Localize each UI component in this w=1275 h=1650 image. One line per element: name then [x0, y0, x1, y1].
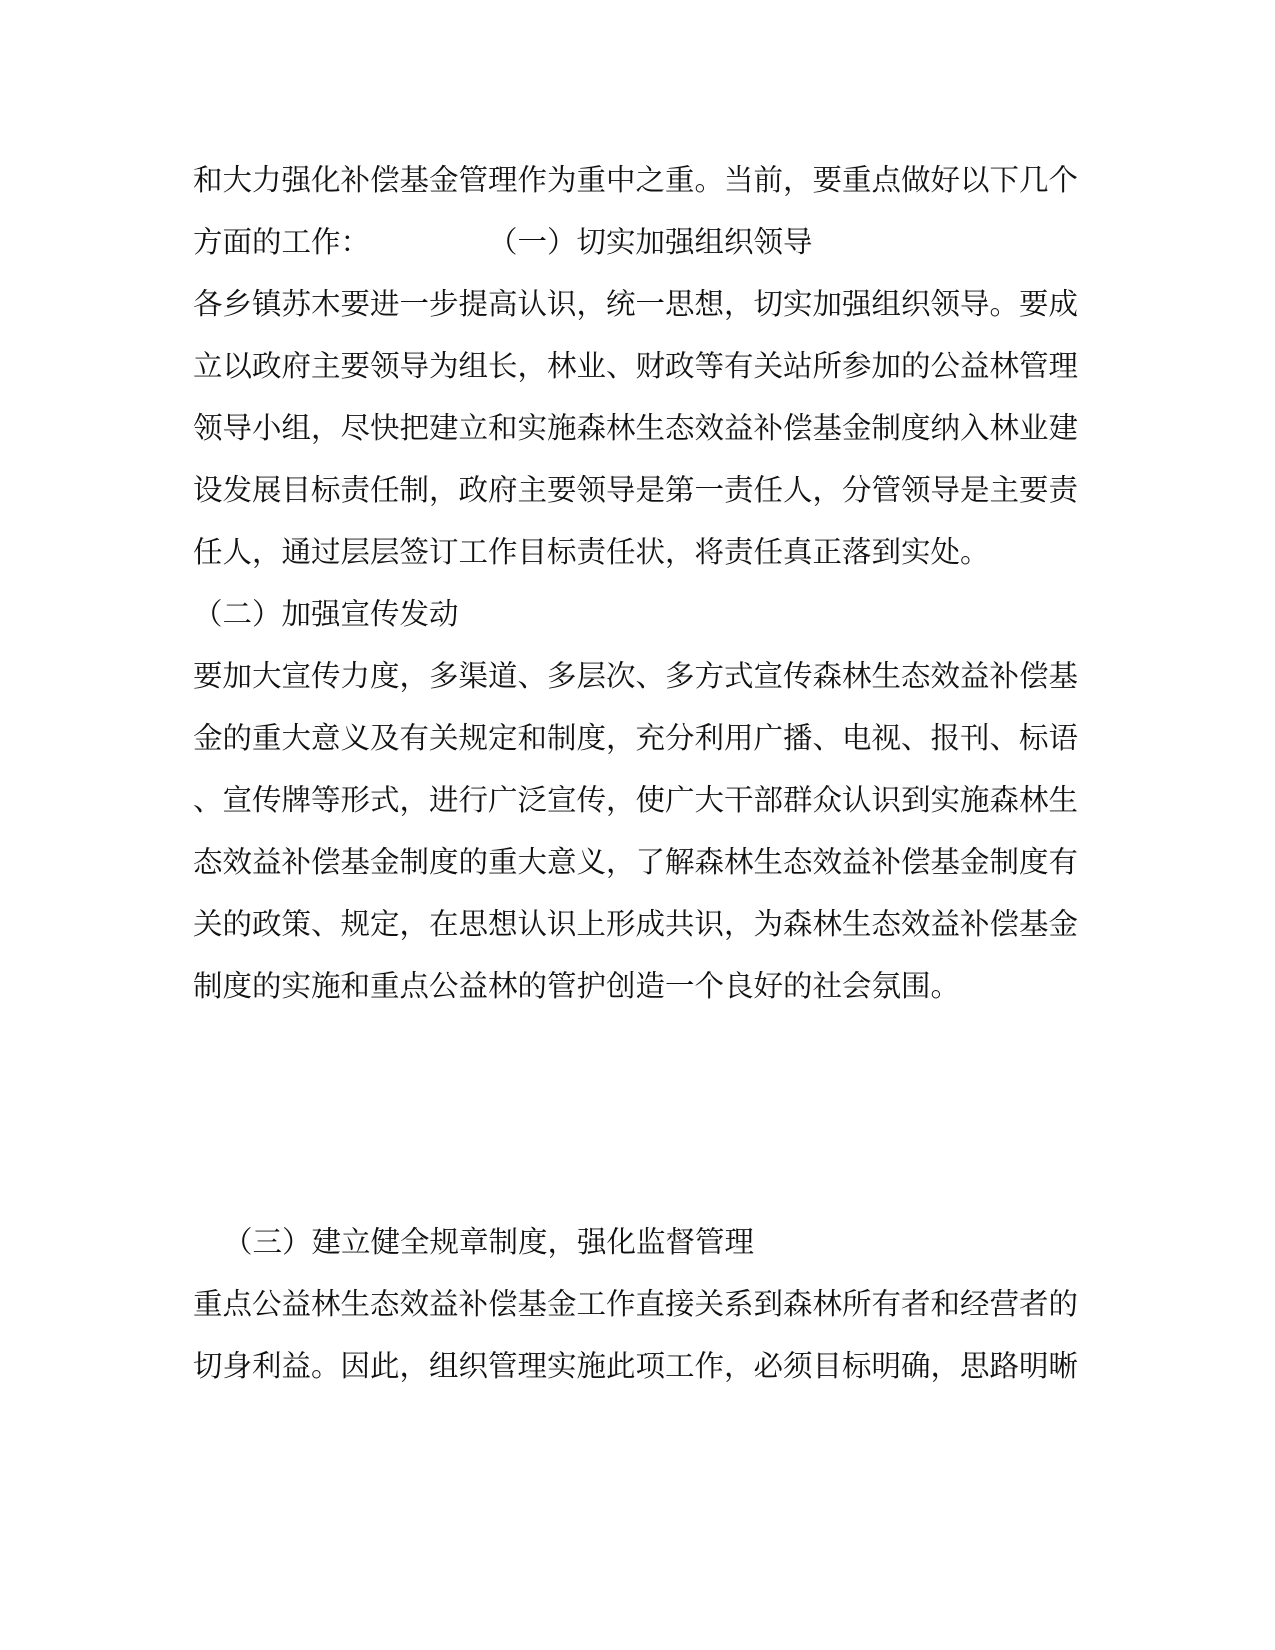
paragraph-line: 和大力强化补偿基金管理作为重中之重。当前，要重点做好以下几个	[193, 163, 1079, 197]
paragraph-line: 任人，通过层层签订工作目标责任状，将责任真正落到实处。	[193, 535, 990, 569]
paragraph-line: 设发展目标责任制，政府主要领导是第一责任人，分管领导是主要责	[193, 473, 1079, 507]
paragraph-line: 领导小组，尽快把建立和实施森林生态效益补偿基金制度纳入林业建	[193, 411, 1079, 445]
section-heading-1: （一）切实加强组织领导	[488, 225, 813, 259]
paragraph-line: 重点公益林生态效益补偿基金工作直接关系到森林所有者和经营者的	[193, 1287, 1079, 1321]
paragraph-line: 制度的实施和重点公益林的管护创造一个良好的社会氛围。	[193, 969, 961, 1003]
paragraph-line: 各乡镇苏木要进一步提高认识，统一思想，切实加强组织领导。要成	[193, 287, 1079, 321]
paragraph-line: 、宣传牌等形式，进行广泛宣传，使广大干部群众认识到实施森林生	[193, 783, 1079, 817]
section-heading-2: （二）加强宣传发动	[193, 597, 459, 631]
paragraph-line: 立以政府主要领导为组长，林业、财政等有关站所参加的公益林管理	[193, 349, 1079, 383]
paragraph-line: 金的重大意义及有关规定和制度，充分利用广播、电视、报刊、标语	[193, 721, 1079, 755]
paragraph-text: 方面的工作：	[193, 225, 371, 259]
paragraph-line: 要加大宣传力度，多渠道、多层次、多方式宣传森林生态效益补偿基	[193, 659, 1079, 693]
paragraph-line: 关的政策、规定，在思想认识上形成共识，为森林生态效益补偿基金	[193, 907, 1079, 941]
paragraph-line	[193, 222, 813, 262]
section-heading-3: （三）建立健全规章制度，强化监督管理	[223, 1225, 755, 1259]
paragraph-line: 切身利益。因此，组织管理实施此项工作，必须目标明确，思路明晰	[193, 1349, 1079, 1383]
paragraph-line: 态效益补偿基金制度的重大意义，了解森林生态效益补偿基金制度有	[193, 845, 1079, 879]
